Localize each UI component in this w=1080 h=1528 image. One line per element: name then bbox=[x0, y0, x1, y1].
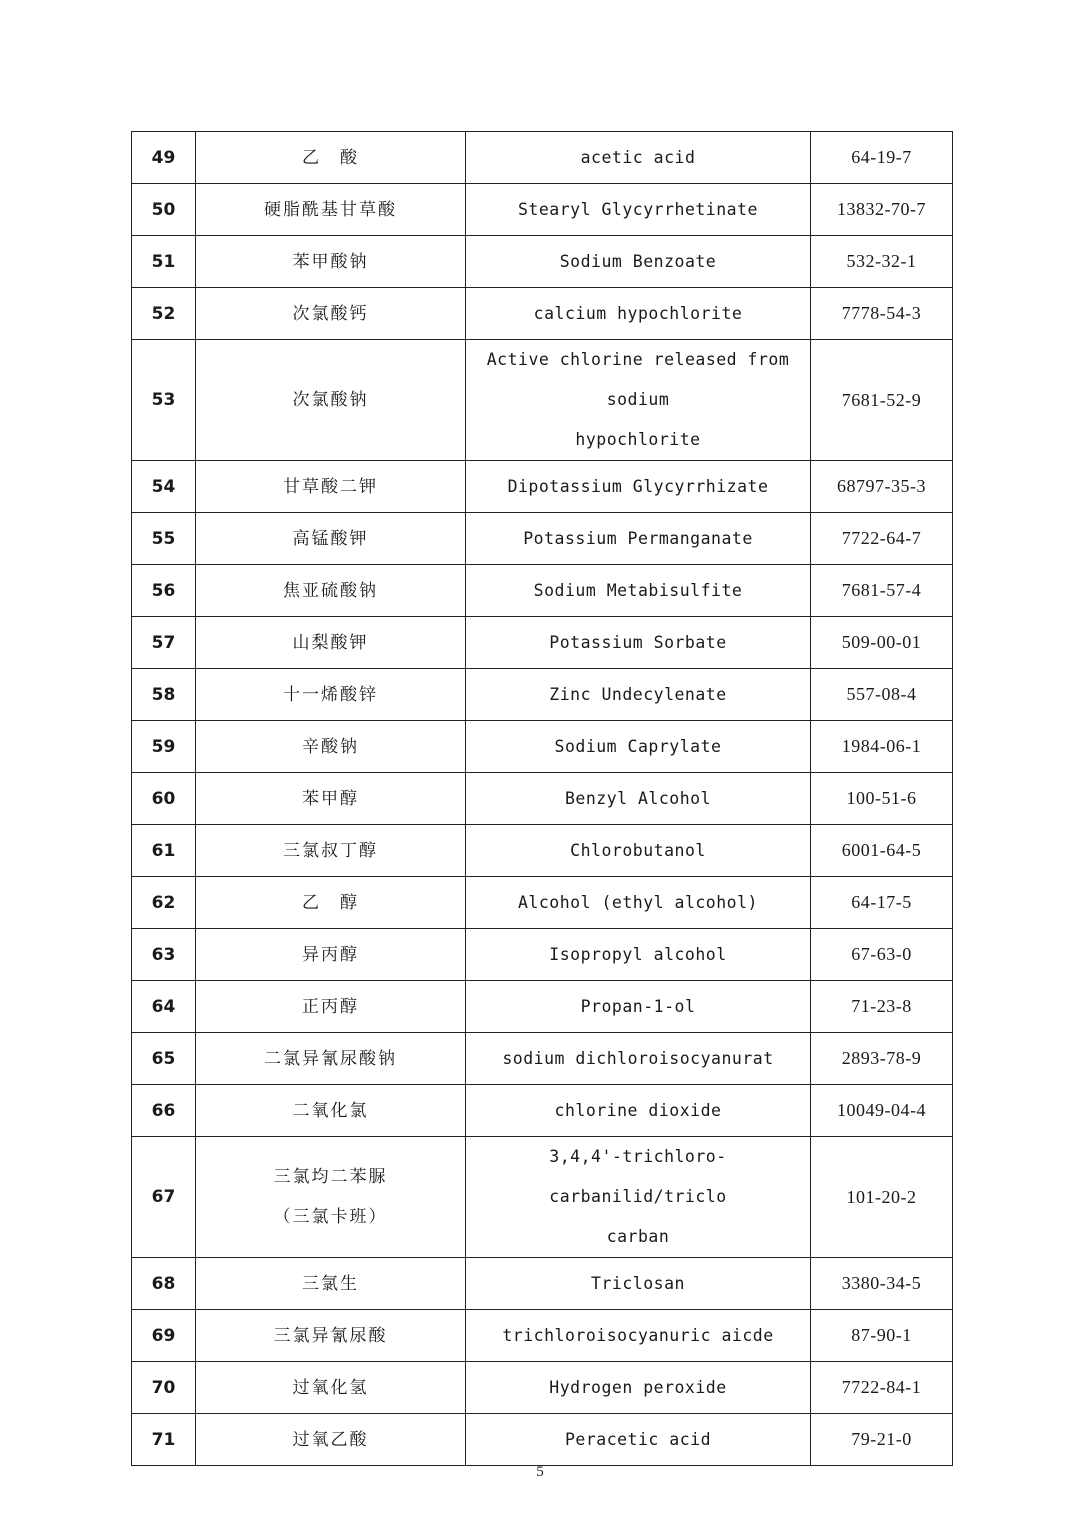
chinese-name-text: 辛酸钠 bbox=[302, 736, 359, 757]
english-name-text: chlorine dioxide bbox=[554, 1100, 722, 1120]
english-name-cell bbox=[466, 565, 811, 617]
row-number-cell: 71 bbox=[132, 1414, 196, 1466]
chinese-name-cell bbox=[196, 340, 466, 461]
table-row bbox=[132, 461, 953, 513]
chinese-name-cell bbox=[196, 877, 466, 929]
cas-number-cell: 557-08-4 bbox=[811, 669, 953, 721]
english-name-cell bbox=[466, 236, 811, 288]
english-name-cell bbox=[466, 877, 811, 929]
cas-number-cell: 79-21-0 bbox=[811, 1414, 953, 1466]
table-row bbox=[132, 617, 953, 669]
english-name-cell bbox=[466, 1414, 811, 1466]
chinese-name-cell bbox=[196, 1362, 466, 1414]
chinese-name-cell bbox=[196, 236, 466, 288]
chinese-name-cell bbox=[196, 617, 466, 669]
chinese-name-cell bbox=[196, 288, 466, 340]
table-row bbox=[132, 773, 953, 825]
english-name-text: Sodium Benzoate bbox=[559, 251, 717, 271]
chinese-name-cell bbox=[196, 1137, 466, 1258]
chinese-name-cell bbox=[196, 981, 466, 1033]
english-name-cell bbox=[466, 513, 811, 565]
english-name-cell bbox=[466, 981, 811, 1033]
table-row bbox=[132, 1033, 953, 1085]
table-row bbox=[132, 669, 953, 721]
table-row bbox=[132, 825, 953, 877]
english-name-cell bbox=[466, 1362, 811, 1414]
row-number-cell: 49 bbox=[132, 132, 196, 184]
table-row bbox=[132, 1362, 953, 1414]
table-row bbox=[132, 1310, 953, 1362]
table-row bbox=[132, 877, 953, 929]
english-name-cell bbox=[466, 132, 811, 184]
chinese-name-text: 苯甲酸钠 bbox=[292, 251, 369, 272]
cas-number-cell: 101-20-2 bbox=[811, 1137, 953, 1258]
table-row bbox=[132, 513, 953, 565]
english-name-text: Stearyl Glycyrrhetinate bbox=[518, 199, 758, 219]
english-name-text: Potassium Permanganate bbox=[523, 528, 753, 548]
english-name-text: Zinc Undecylenate bbox=[549, 684, 727, 704]
chinese-name-text: 正丙醇 bbox=[302, 996, 359, 1017]
chinese-name-text: 十一烯酸锌 bbox=[283, 684, 378, 705]
english-name-cell bbox=[466, 1085, 811, 1137]
chinese-name-text: 二氯异氰尿酸钠 bbox=[264, 1048, 397, 1069]
chinese-name-text: 硬脂酰基甘草酸 bbox=[264, 199, 397, 220]
chinese-name-cell bbox=[196, 929, 466, 981]
table-row bbox=[132, 1085, 953, 1137]
row-number-cell: 63 bbox=[132, 929, 196, 981]
english-name-text: Active chlorine released from sodium bbox=[486, 350, 790, 409]
chinese-name-cell bbox=[196, 565, 466, 617]
english-name-text: Hydrogen peroxide bbox=[549, 1377, 727, 1397]
cas-number-cell: 7681-52-9 bbox=[811, 340, 953, 461]
english-name-text: Peracetic acid bbox=[564, 1429, 712, 1449]
chinese-name-text: 次氯酸钠 bbox=[292, 390, 369, 410]
cas-number-cell: 2893-78-9 bbox=[811, 1033, 953, 1085]
row-number-cell: 58 bbox=[132, 669, 196, 721]
row-number-cell: 57 bbox=[132, 617, 196, 669]
cas-number-cell: 67-63-0 bbox=[811, 929, 953, 981]
table-row bbox=[132, 288, 953, 340]
english-name-text: sodium dichloroisocyanurat bbox=[502, 1048, 774, 1068]
table-row bbox=[132, 236, 953, 288]
row-number-cell: 55 bbox=[132, 513, 196, 565]
chinese-name-text: 甘草酸二钾 bbox=[283, 476, 378, 497]
cas-number-cell: 7681-57-4 bbox=[811, 565, 953, 617]
chinese-name-text: 高锰酸钾 bbox=[292, 528, 369, 549]
row-number-cell: 52 bbox=[132, 288, 196, 340]
table-row bbox=[132, 184, 953, 236]
english-name-cell bbox=[466, 669, 811, 721]
row-number-cell: 61 bbox=[132, 825, 196, 877]
row-number-cell: 53 bbox=[132, 340, 196, 461]
chinese-name-cell bbox=[196, 721, 466, 773]
english-name-text: Isopropyl alcohol bbox=[549, 944, 727, 964]
cas-number-cell: 7778-54-3 bbox=[811, 288, 953, 340]
chinese-name-text: （三氯卡班） bbox=[273, 1207, 388, 1227]
cas-number-cell: 7722-84-1 bbox=[811, 1362, 953, 1414]
chinese-name-cell bbox=[196, 513, 466, 565]
cas-number-cell: 64-17-5 bbox=[811, 877, 953, 929]
chinese-name-text: 乙 酸 bbox=[302, 147, 359, 168]
chinese-name-cell bbox=[196, 825, 466, 877]
table-row bbox=[132, 340, 953, 461]
row-number-cell: 69 bbox=[132, 1310, 196, 1362]
row-number-cell: 62 bbox=[132, 877, 196, 929]
cas-number-cell: 64-19-7 bbox=[811, 132, 953, 184]
row-number-cell: 59 bbox=[132, 721, 196, 773]
cas-number-cell: 68797-35-3 bbox=[811, 461, 953, 513]
table-row bbox=[132, 1414, 953, 1466]
chinese-name-cell bbox=[196, 461, 466, 513]
chinese-name-cell bbox=[196, 1085, 466, 1137]
chinese-name-text: 三氯异氰尿酸 bbox=[273, 1325, 388, 1346]
cas-number-cell: 87-90-1 bbox=[811, 1310, 953, 1362]
table-row bbox=[132, 1137, 953, 1258]
row-number-cell: 64 bbox=[132, 981, 196, 1033]
chinese-name-cell bbox=[196, 669, 466, 721]
chinese-name-cell bbox=[196, 1414, 466, 1466]
chinese-name-text: 山梨酸钾 bbox=[292, 632, 369, 653]
english-name-cell bbox=[466, 288, 811, 340]
english-name-text: Propan-1-ol bbox=[580, 996, 696, 1016]
row-number-cell: 70 bbox=[132, 1362, 196, 1414]
ingredient-table bbox=[131, 131, 953, 1466]
cas-number-cell: 10049-04-4 bbox=[811, 1085, 953, 1137]
english-name-text: Alcohol (ethyl alcohol) bbox=[518, 892, 758, 912]
english-name-cell bbox=[466, 825, 811, 877]
english-name-cell bbox=[466, 184, 811, 236]
row-number-cell: 56 bbox=[132, 565, 196, 617]
page-number: 5 bbox=[536, 1464, 544, 1480]
row-number-cell: 51 bbox=[132, 236, 196, 288]
row-number-cell: 50 bbox=[132, 184, 196, 236]
english-name-cell bbox=[466, 617, 811, 669]
cas-number-cell: 100-51-6 bbox=[811, 773, 953, 825]
chinese-name-text: 过氧化氢 bbox=[292, 1377, 369, 1398]
english-name-text: acetic acid bbox=[580, 147, 696, 167]
row-number-cell: 60 bbox=[132, 773, 196, 825]
table-row bbox=[132, 132, 953, 184]
chinese-name-text: 三氯均二苯脲 bbox=[273, 1167, 388, 1187]
cas-number-cell: 3380-34-5 bbox=[811, 1258, 953, 1310]
english-name-text: Sodium Caprylate bbox=[554, 736, 722, 756]
chinese-name-text: 过氧乙酸 bbox=[292, 1429, 369, 1450]
english-name-cell bbox=[466, 1258, 811, 1310]
english-name-text: trichloroisocyanuric aicde bbox=[502, 1325, 774, 1345]
english-name-text: Dipotassium Glycyrrhizate bbox=[507, 476, 769, 496]
english-name-cell bbox=[466, 1310, 811, 1362]
table-row bbox=[132, 565, 953, 617]
english-name-cell bbox=[466, 721, 811, 773]
chinese-name-cell bbox=[196, 184, 466, 236]
chinese-name-text: 次氯酸钙 bbox=[292, 303, 369, 324]
chinese-name-text: 苯甲醇 bbox=[302, 788, 359, 809]
chinese-name-cell bbox=[196, 132, 466, 184]
cas-number-cell: 1984-06-1 bbox=[811, 721, 953, 773]
cas-number-cell: 7722-64-7 bbox=[811, 513, 953, 565]
english-name-cell bbox=[466, 1033, 811, 1085]
table-row bbox=[132, 981, 953, 1033]
english-name-text: Triclosan bbox=[591, 1273, 685, 1293]
chinese-name-cell bbox=[196, 773, 466, 825]
english-name-text: calcium hypochlorite bbox=[533, 303, 743, 323]
row-number-cell: 67 bbox=[132, 1137, 196, 1258]
english-name-text: Chlorobutanol bbox=[570, 840, 706, 860]
chinese-name-cell bbox=[196, 1310, 466, 1362]
row-number-cell: 65 bbox=[132, 1033, 196, 1085]
table-row bbox=[132, 1258, 953, 1310]
english-name-cell bbox=[466, 929, 811, 981]
chinese-name-text: 二氧化氯 bbox=[292, 1100, 369, 1121]
row-number-cell: 68 bbox=[132, 1258, 196, 1310]
chinese-name-text: 三氯生 bbox=[302, 1273, 359, 1294]
english-name-text: 3,4,4'-trichloro-carbanilid/triclo bbox=[549, 1147, 727, 1206]
chinese-name-cell bbox=[196, 1258, 466, 1310]
chinese-name-text: 三氯叔丁醇 bbox=[283, 840, 378, 861]
ingredient-table-body bbox=[132, 132, 953, 1466]
chinese-name-cell bbox=[196, 1033, 466, 1085]
table-row bbox=[132, 721, 953, 773]
cas-number-cell: 71-23-8 bbox=[811, 981, 953, 1033]
chinese-name-text: 焦亚硫酸钠 bbox=[283, 580, 378, 601]
table-row bbox=[132, 929, 953, 981]
english-name-cell bbox=[466, 1137, 811, 1258]
english-name-text: Sodium Metabisulfite bbox=[533, 580, 743, 600]
chinese-name-text: 异丙醇 bbox=[302, 944, 359, 965]
cas-number-cell: 6001-64-5 bbox=[811, 825, 953, 877]
english-name-cell bbox=[466, 461, 811, 513]
english-name-text: Potassium Sorbate bbox=[549, 632, 727, 652]
english-name-cell bbox=[466, 773, 811, 825]
row-number-cell: 54 bbox=[132, 461, 196, 513]
chinese-name-text: 乙 醇 bbox=[302, 892, 359, 913]
cas-number-cell: 509-00-01 bbox=[811, 617, 953, 669]
english-name-cell bbox=[466, 340, 811, 461]
cas-number-cell: 13832-70-7 bbox=[811, 184, 953, 236]
english-name-text: hypochlorite bbox=[575, 430, 701, 449]
english-name-text: Benzyl Alcohol bbox=[564, 788, 712, 808]
cas-number-cell: 532-32-1 bbox=[811, 236, 953, 288]
english-name-text: carban bbox=[606, 1227, 670, 1246]
row-number-cell: 66 bbox=[132, 1085, 196, 1137]
